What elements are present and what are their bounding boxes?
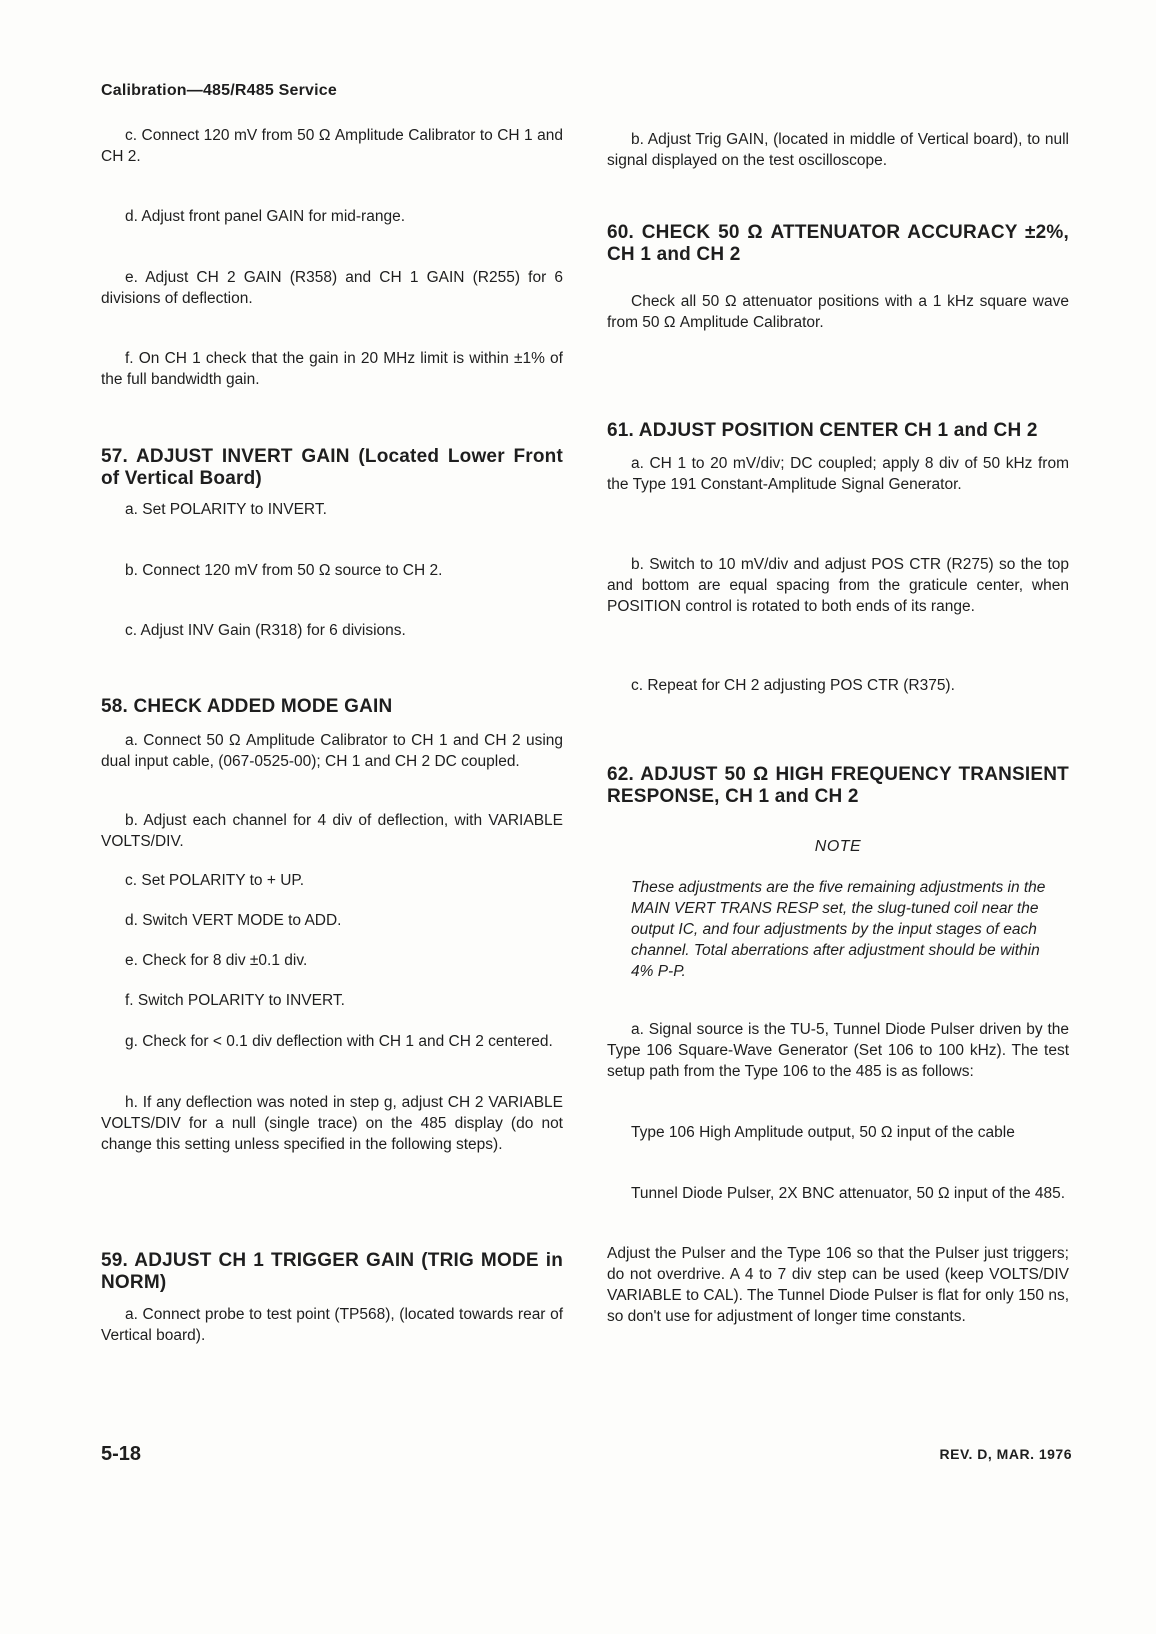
step-58d: d. Switch VERT MODE to ADD. xyxy=(125,912,342,929)
note-body: These adjustments are the five remaining adjustments in the MAIN VERT TRANS RESP set, the slug-tuned coil near the output IC, and four adjustments by the input stages of each channel. Total aberrations after adjustment should be within 4% P-P. xyxy=(631,879,1046,980)
step-58c: c. Set POLARITY to + UP. xyxy=(125,872,305,889)
step-62a: a. Signal source is the TU-5, Tunnel Diode Pulser driven by the Type 106 Square-Wave Generator (Set 106 to 100 kHz). The test setup path from the Type 106 to the 485 is as follows: xyxy=(607,1021,1069,1080)
step-59b: b. Adjust Trig GAIN, (located in middle of Vertical board), to null signal displayed on the test oscilloscope. xyxy=(607,131,1069,169)
heading-60: 60. CHECK 50 Ω ATTENUATOR ACCURACY ±2%, CH 1 and CH 2 xyxy=(607,222,1069,265)
setup-path-2: Tunnel Diode Pulser, 2X BNC attenuator, 50 Ω input of the 485. xyxy=(631,1185,1066,1202)
step-57c: c. Adjust INV Gain (R318) for 6 divisions. xyxy=(125,622,406,639)
step-58g: g. Check for < 0.1 div deflection with CH 1 and CH 2 centered. xyxy=(125,1033,553,1050)
heading-62: 62. ADJUST 50 Ω HIGH FREQUENCY TRANSIENT RESPONSE, CH 1 and CH 2 xyxy=(607,764,1069,807)
step-61b: b. Switch to 10 mV/div and adjust POS CTR (R275) so the top and bottom are equal spacing from the graticule center, when POSITION control is rotated to both ends of its range. xyxy=(607,556,1069,615)
revision-date: REV. D, MAR. 1976 xyxy=(939,1446,1072,1462)
step-58f: f. Switch POLARITY to INVERT. xyxy=(125,992,345,1009)
adjust-pulser-paragraph: Adjust the Pulser and the Type 106 so that the Pulser just triggers; do not overdrive. A 4 to 7 div step can be used (keep VOLTS/DIV VARIABLE to CAL). The Tunnel Diode Pulser is flat for only 150 ns, so don't use for adjustment of longer time constants. xyxy=(607,1245,1069,1325)
step-60: Check all 50 Ω attenuator positions with a 1 kHz square wave from 50 Ω Amplitude Calibrator. xyxy=(607,293,1069,331)
heading-57: 57. ADJUST INVERT GAIN (Located Lower Front of Vertical Board) xyxy=(101,446,563,489)
step-61a: a. CH 1 to 20 mV/div; DC coupled; apply 8 div of 50 kHz from the Type 191 Constant-Amplitude Signal Generator. xyxy=(607,455,1069,493)
step-56f: f. On CH 1 check that the gain in 20 MHz limit is within ±1% of the full bandwidth gain. xyxy=(101,350,563,388)
running-head: Calibration—485/R485 Service xyxy=(101,82,337,99)
note-title: NOTE xyxy=(814,838,862,855)
step-57b: b. Connect 120 mV from 50 Ω source to CH 2. xyxy=(125,562,443,579)
step-56d: d. Adjust front panel GAIN for mid-range. xyxy=(125,208,405,225)
setup-path-1: Type 106 High Amplitude output, 50 Ω input of the cable xyxy=(631,1124,1015,1141)
heading-59: 59. ADJUST CH 1 TRIGGER GAIN (TRIG MODE in NORM) xyxy=(101,1250,563,1293)
step-61c: c. Repeat for CH 2 adjusting POS CTR (R375). xyxy=(631,677,955,694)
step-58a: a. Connect 50 Ω Amplitude Calibrator to CH 1 and CH 2 using dual input cable, (067-0525-00); CH 1 and CH 2 DC coupled. xyxy=(101,732,563,770)
heading-58: 58. CHECK ADDED MODE GAIN xyxy=(101,696,393,717)
heading-61: 61. ADJUST POSITION CENTER CH 1 and CH 2 xyxy=(607,420,1038,441)
step-59a: a. Connect probe to test point (TP568), (located towards rear of Vertical board). xyxy=(101,1306,563,1344)
page-number: 5-18 xyxy=(101,1443,142,1465)
step-56e: e. Adjust CH 2 GAIN (R358) and CH 1 GAIN (R255) for 6 divisions of deflection. xyxy=(101,269,563,307)
step-58h: h. If any deflection was noted in step g, adjust CH 2 VARIABLE VOLTS/DIV for a null (single trace) on the 485 display (do not change this setting unless specified in the following steps). xyxy=(101,1094,563,1153)
step-58e: e. Check for 8 div ±0.1 div. xyxy=(125,952,308,969)
step-57a: a. Set POLARITY to INVERT. xyxy=(125,501,327,518)
step-56c: c. Connect 120 mV from 50 Ω Amplitude Calibrator to CH 1 and CH 2. xyxy=(101,127,563,165)
step-58b: b. Adjust each channel for 4 div of deflection, with VARIABLE VOLTS/DIV. xyxy=(101,812,563,850)
